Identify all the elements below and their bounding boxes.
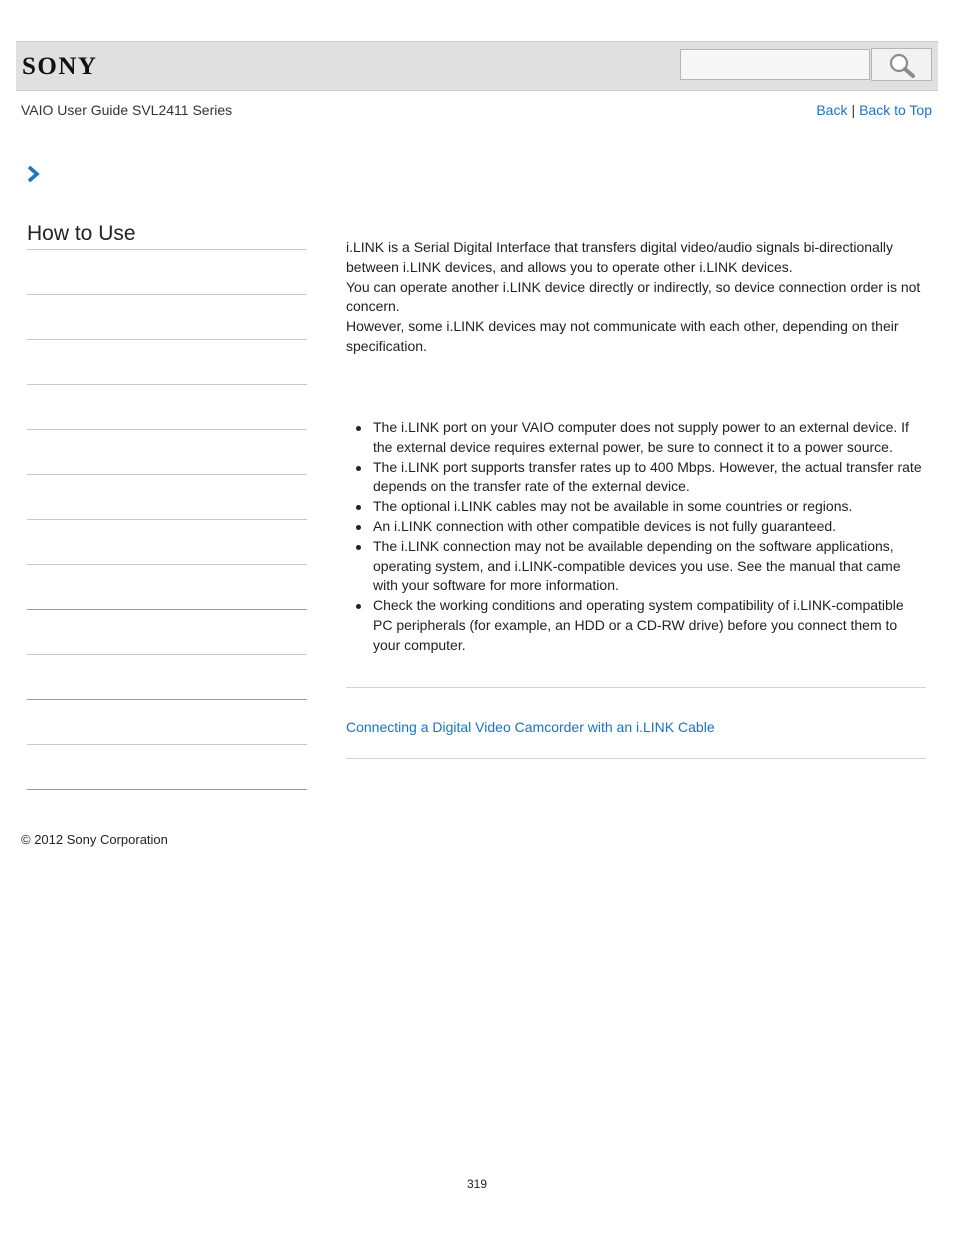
- intro-paragraph: You can operate another i.LINK device directly or indirectly, so device connection order is not concern.: [346, 278, 921, 315]
- note-item: Check the working conditions and operating system compatibility of i.LINK-compatible PC peripherals (for example, an HDD or a CD-RW drive) before you connect them to your computer.: [346, 596, 926, 655]
- sidebar-item[interactable]: [27, 745, 307, 790]
- sidebar-item[interactable]: [27, 295, 307, 340]
- sidebar-item[interactable]: [27, 250, 307, 295]
- search-input[interactable]: [680, 49, 870, 80]
- sidebar-item[interactable]: [27, 430, 307, 475]
- sidebar-item[interactable]: [27, 565, 307, 610]
- page-number: 319: [466, 1177, 488, 1191]
- copyright: © 2012 Sony Corporation: [21, 832, 168, 847]
- search-button[interactable]: [871, 48, 932, 81]
- related-topic-link[interactable]: Connecting a Digital Video Camcorder with an i.LINK Cable: [346, 719, 715, 735]
- sidebar-item[interactable]: [27, 700, 307, 745]
- sidebar: [27, 220, 307, 790]
- note-item: The i.LINK port on your VAIO computer does not supply power to an external device. If the external device requires external power, be sure to connect it to a power source.: [346, 418, 926, 458]
- search-icon: [888, 52, 916, 78]
- back-link[interactable]: Back: [816, 102, 848, 118]
- sidebar-item[interactable]: [27, 610, 307, 655]
- note-item: The i.LINK port supports transfer rates up to 400 Mbps. However, the actual transfer rate depends on the transfer rate of the external device.: [346, 458, 926, 498]
- sidebar-item[interactable]: [27, 475, 307, 520]
- intro-paragraph: i.LINK is a Serial Digital Interface that transfers digital video/audio signals bi-directionally between i.LINK devices, and allows you to operate other i.LINK devices.: [346, 239, 894, 275]
- header-bar: [16, 41, 938, 91]
- breadcrumb-chevron-icon[interactable]: [25, 165, 43, 183]
- note-item: The i.LINK connection may not be available depending on the software applications, operating system, and i.LINK-compatible devices you use. See the manual that came with your software for more information.: [346, 537, 926, 596]
- sidebar-item[interactable]: [27, 340, 307, 385]
- note-item: The optional i.LINK cables may not be available in some countries or regions.: [346, 497, 926, 517]
- top-nav: [816, 102, 932, 119]
- sidebar-title: How to Use: [27, 220, 307, 250]
- sony-logo[interactable]: SONY: [22, 53, 98, 80]
- sidebar-item[interactable]: [27, 655, 307, 700]
- guide-title: VAIO User Guide SVL2411 Series: [21, 102, 233, 118]
- sidebar-item[interactable]: [27, 385, 307, 430]
- divider: [346, 687, 926, 688]
- intro-paragraph: However, some i.LINK devices may not communicate with each other, depending on their specification.: [346, 318, 899, 354]
- sidebar-item[interactable]: [27, 520, 307, 565]
- intro-text: [346, 238, 926, 357]
- sidebar-list: [27, 250, 307, 790]
- back-to-top-link[interactable]: Back to Top: [859, 102, 932, 118]
- notes-list: [346, 418, 926, 656]
- note-item: An i.LINK connection with other compatible devices is not fully guaranteed.: [346, 517, 926, 537]
- divider: [346, 758, 926, 759]
- nav-separator: |: [851, 102, 856, 118]
